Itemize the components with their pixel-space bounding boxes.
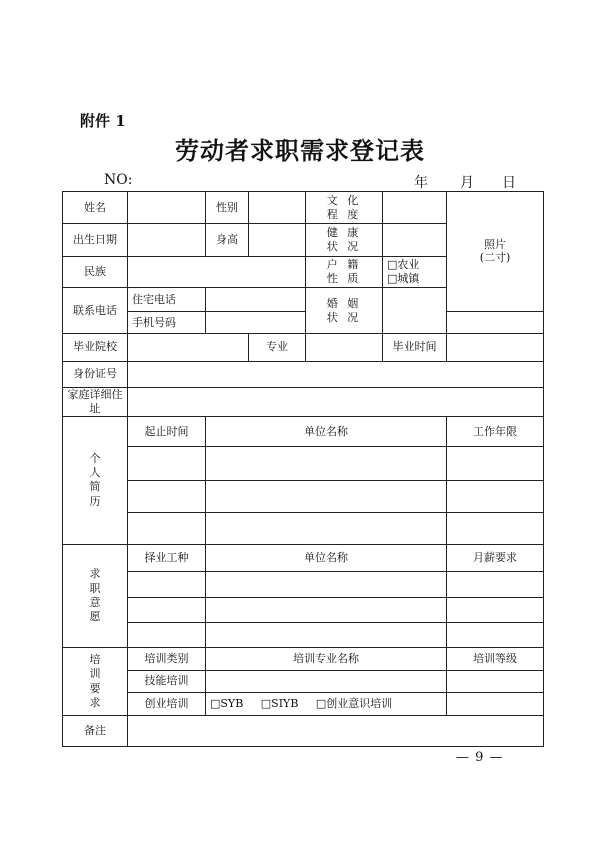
resume-org-field[interactable] bbox=[206, 480, 447, 512]
table-row bbox=[63, 622, 544, 647]
home-phone-field[interactable] bbox=[206, 288, 306, 311]
resume-years-header: 工作年限 bbox=[447, 416, 544, 446]
page-number: — 9 — bbox=[456, 750, 504, 765]
hukou-options bbox=[383, 256, 447, 287]
marital-label bbox=[306, 288, 383, 334]
mobile-label: 手机号码 bbox=[128, 311, 206, 333]
intent-job-field[interactable] bbox=[128, 597, 206, 622]
mobile-field[interactable] bbox=[206, 311, 306, 333]
date-day: 日 bbox=[502, 175, 516, 191]
intent-salary-header: 月薪要求 bbox=[447, 544, 544, 571]
photo-box-lower bbox=[447, 311, 544, 333]
table-row bbox=[63, 387, 544, 416]
gender-field[interactable] bbox=[249, 192, 306, 224]
table-row bbox=[63, 692, 544, 715]
table-row bbox=[63, 447, 544, 481]
photo-size-label: (二寸) bbox=[479, 251, 511, 265]
major-label: 专业 bbox=[249, 334, 306, 361]
syb-checkbox[interactable]: □SYB bbox=[210, 697, 244, 711]
home-phone-label: 住宅电话 bbox=[128, 288, 206, 311]
date-line bbox=[414, 172, 516, 192]
resume-org-header: 单位名称 bbox=[206, 416, 447, 446]
table-row bbox=[63, 480, 544, 512]
health-label bbox=[306, 224, 383, 256]
resume-period-field[interactable] bbox=[128, 480, 206, 512]
health-label-2: 状 况 bbox=[326, 240, 362, 254]
intent-label: 求职意愿 bbox=[89, 567, 101, 624]
remarks-field[interactable] bbox=[128, 716, 544, 747]
table-row bbox=[63, 597, 544, 622]
resume-period-field[interactable] bbox=[128, 513, 206, 544]
training-type-header: 培训类别 bbox=[128, 648, 206, 670]
name-field[interactable] bbox=[128, 192, 206, 224]
marital-label-2: 状 况 bbox=[326, 310, 362, 324]
health-field[interactable] bbox=[383, 224, 447, 256]
phone-label: 联系电话 bbox=[63, 288, 128, 334]
grad-time-field[interactable] bbox=[447, 334, 544, 361]
table-row bbox=[63, 544, 544, 571]
startup-training-options bbox=[206, 692, 447, 715]
resume-years-field[interactable] bbox=[447, 480, 544, 512]
startup-training-label: 创业培训 bbox=[128, 692, 206, 715]
address-label: 家庭详细住址 bbox=[63, 387, 128, 416]
table-row bbox=[63, 416, 544, 446]
birth-date-field[interactable] bbox=[128, 224, 206, 256]
training-name-header: 培训专业名称 bbox=[206, 648, 447, 670]
hukou-label-1: 户 籍 bbox=[326, 258, 362, 272]
height-field[interactable] bbox=[249, 224, 306, 256]
hukou-urban-checkbox[interactable]: □城镇 bbox=[387, 272, 420, 286]
table-row bbox=[63, 361, 544, 387]
resume-org-field[interactable] bbox=[206, 513, 447, 544]
photo-label: 照片 bbox=[484, 237, 506, 251]
height-label: 身高 bbox=[206, 224, 249, 256]
resume-section-label bbox=[63, 416, 128, 544]
address-field[interactable] bbox=[128, 387, 544, 416]
id-number-field[interactable] bbox=[128, 361, 544, 387]
hukou-label-2: 性 质 bbox=[326, 272, 362, 286]
ethnicity-label: 民族 bbox=[63, 256, 128, 287]
ethnicity-field[interactable] bbox=[128, 256, 306, 287]
table-row bbox=[63, 670, 544, 692]
id-number-label: 身份证号 bbox=[63, 361, 128, 387]
intent-job-header: 择业工种 bbox=[128, 544, 206, 571]
education-label-2: 程 度 bbox=[326, 207, 362, 221]
resume-years-field[interactable] bbox=[447, 513, 544, 544]
school-field[interactable] bbox=[128, 334, 249, 361]
registration-table bbox=[62, 191, 544, 747]
hukou-label bbox=[306, 256, 383, 287]
training-label: 培训要求 bbox=[89, 653, 101, 710]
intent-org-header: 单位名称 bbox=[206, 544, 447, 571]
startup-training-level-field[interactable] bbox=[447, 692, 544, 715]
date-month: 月 bbox=[460, 175, 474, 191]
training-level-header: 培训等级 bbox=[447, 648, 544, 670]
table-row bbox=[63, 572, 544, 597]
major-field[interactable] bbox=[306, 334, 383, 361]
intent-salary-field[interactable] bbox=[447, 622, 544, 647]
date-year: 年 bbox=[414, 175, 428, 191]
table-row bbox=[63, 716, 544, 747]
hukou-agricultural-checkbox[interactable]: □农业 bbox=[387, 258, 420, 272]
marital-label-1: 婚 姻 bbox=[326, 297, 362, 311]
grad-time-label: 毕业时间 bbox=[383, 334, 447, 361]
form-title: 劳动者求职需求登记表 bbox=[175, 136, 425, 165]
birth-date-label: 出生日期 bbox=[63, 224, 128, 256]
photo-box[interactable] bbox=[447, 192, 544, 312]
table-row bbox=[63, 192, 544, 224]
training-section-label bbox=[63, 648, 128, 716]
health-label-1: 健 康 bbox=[326, 226, 362, 240]
skill-training-field[interactable] bbox=[206, 670, 447, 692]
name-label: 姓名 bbox=[63, 192, 128, 224]
resume-org-field[interactable] bbox=[206, 447, 447, 481]
intent-section-label bbox=[63, 544, 128, 648]
intent-org-field[interactable] bbox=[206, 572, 447, 597]
table-row bbox=[63, 513, 544, 544]
awareness-training-checkbox[interactable]: □创业意识培训 bbox=[315, 697, 393, 711]
resume-period-field[interactable] bbox=[128, 447, 206, 481]
education-label bbox=[306, 192, 383, 224]
skill-training-label: 技能培训 bbox=[128, 670, 206, 692]
intent-org-field[interactable] bbox=[206, 622, 447, 647]
resume-years-field[interactable] bbox=[447, 447, 544, 481]
resume-period-header: 起止时间 bbox=[128, 416, 206, 446]
no-label: NO: bbox=[104, 172, 133, 188]
table-row bbox=[63, 334, 544, 361]
intent-salary-field[interactable] bbox=[447, 597, 544, 622]
siyb-checkbox[interactable]: □SIYB bbox=[260, 697, 299, 711]
intent-salary-field[interactable] bbox=[447, 572, 544, 597]
annex-label: 附件 1 bbox=[80, 112, 126, 130]
table-row bbox=[63, 648, 544, 670]
remarks-label: 备注 bbox=[63, 716, 128, 747]
table-row bbox=[63, 311, 544, 333]
education-field[interactable] bbox=[383, 192, 447, 224]
gender-label: 性别 bbox=[206, 192, 249, 224]
intent-org-field[interactable] bbox=[206, 597, 447, 622]
resume-label: 个人简历 bbox=[89, 451, 101, 508]
education-label-1: 文 化 bbox=[326, 193, 362, 207]
skill-training-level-field[interactable] bbox=[447, 670, 544, 692]
marital-field[interactable] bbox=[383, 288, 447, 334]
intent-job-field[interactable] bbox=[128, 572, 206, 597]
intent-job-field[interactable] bbox=[128, 622, 206, 647]
school-label: 毕业院校 bbox=[63, 334, 128, 361]
